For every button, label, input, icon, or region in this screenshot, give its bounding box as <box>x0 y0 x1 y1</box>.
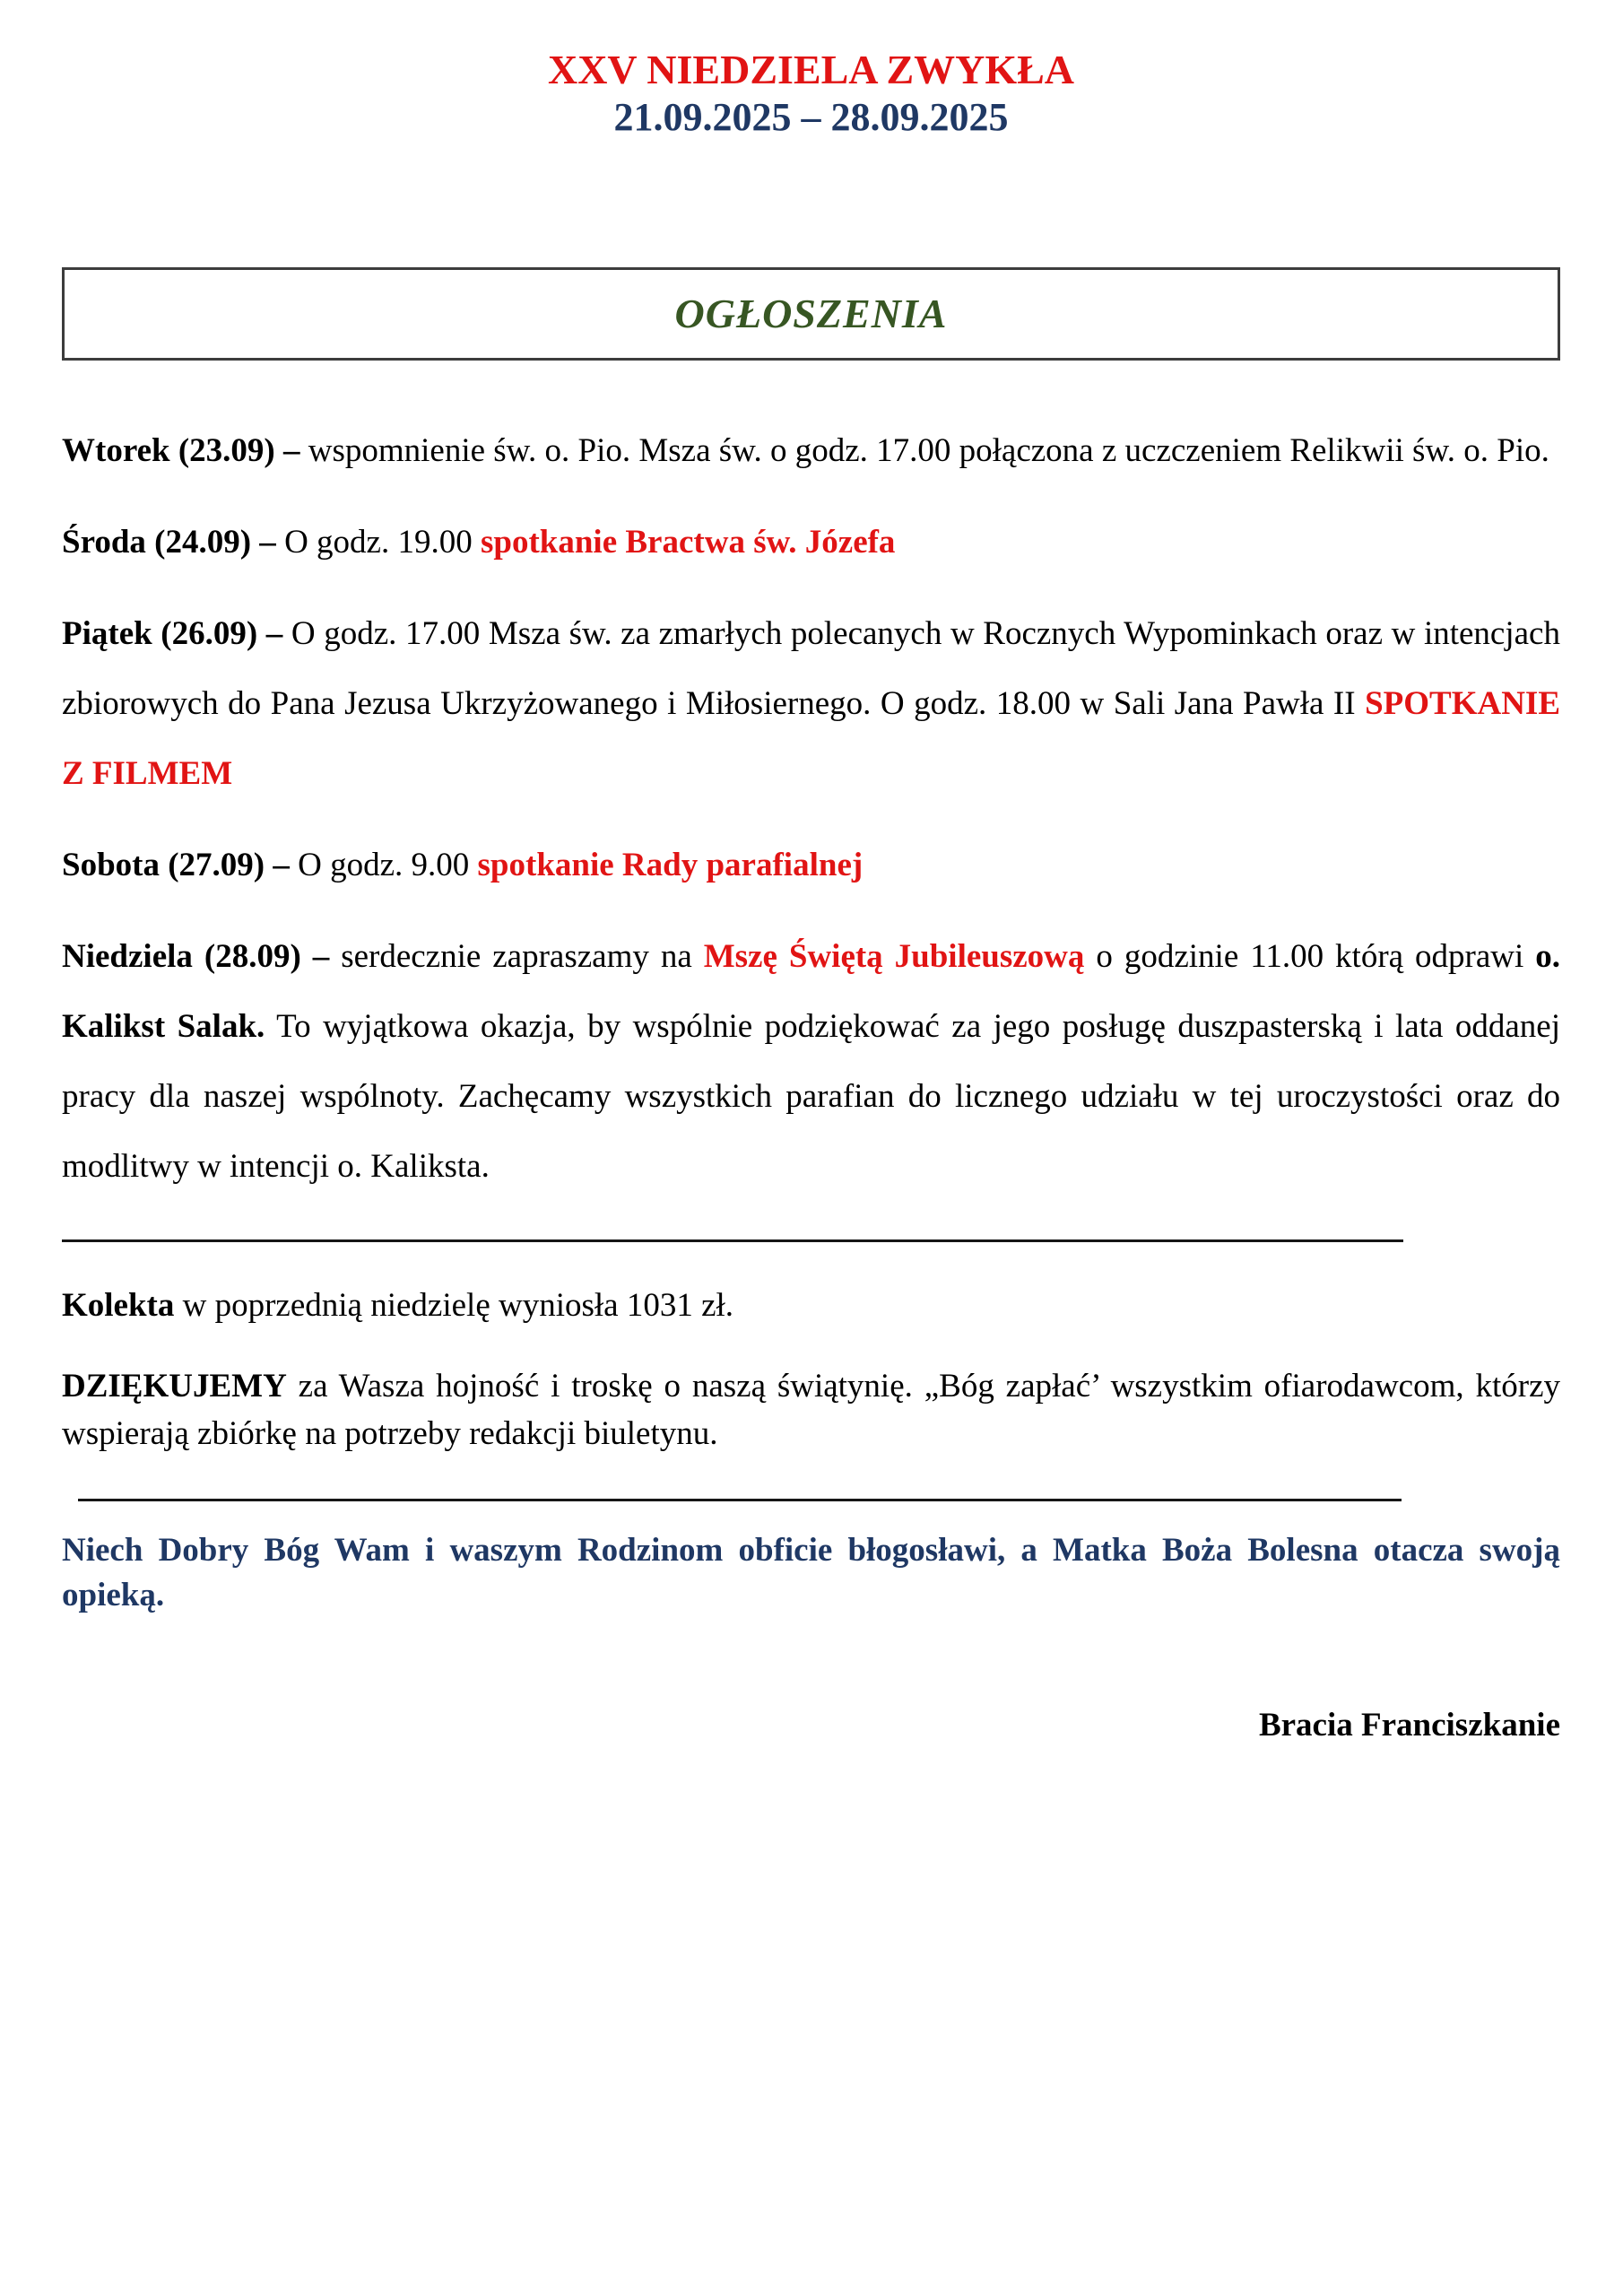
divider-bottom <box>78 1499 1402 1501</box>
date-range: 21.09.2025 – 28.09.2025 <box>613 94 1009 139</box>
announcements-box <box>62 267 1560 361</box>
paragraph-piatek: Piątek (26.09) – O godz. 17.00 Msza św. za zmarłych polecanych w Rocznych Wypominkach oraz w intencjach zbiorowych do Pana Jezusa Ukrzyżowanego i Miłosiernego. O godz. 18.00 w Sali Jana Pawła II SPOTKANIE Z FILMEM <box>62 614 1560 792</box>
paragraph-blessing: Niech Dobry Bóg Wam i waszym Rodzinom obficie błogosławi, a Matka Boża Bolesna otacza swoją opieką. <box>62 1531 1560 1613</box>
page-title: XXV NIEDZIELA ZWYKŁA <box>547 47 1075 92</box>
paragraph-sroda: Środa (24.09) – O godz. 19.00 spotkanie Bractwa św. Józefa <box>62 523 896 561</box>
paragraph-wtorek: Wtorek (23.09) – wspomnienie św. o. Pio. Msza św. o godz. 17.00 połączona z uczczeniem Relikwii św. o. Pio. <box>62 431 1549 469</box>
paragraph-sobota: Sobota (27.09) – O godz. 9.00 spotkanie Rady parafialnej <box>62 846 864 883</box>
announcements-heading: OGŁOSZENIA <box>674 291 948 337</box>
paragraph-niedziela: Niedziela (28.09) – serdecznie zapraszamy na Mszę Świętą Jubileuszową o godzinie 11.00 którą odprawi o. Kalikst Salak. To wyjątkowa okazja, by wspólnie podziękować za jego posługę duszpasterską i lata oddanej pracy dla naszej wspólnoty. Zachęcamy wszystkich parafian do licznego udziału w tej uroczystości oraz do modlitwy w intencji o. Kaliksta. <box>62 937 1560 1185</box>
paragraph-dziekujemy: DZIĘKUJEMY za Wasza hojność i troskę o naszą świątynię. „Bóg zapłać’ wszystkim ofiarodawcom, którzy wspierają zbiórkę na potrzeby redakcji biuletynu. <box>62 1367 1560 1452</box>
divider-top <box>62 1239 1403 1242</box>
announcements-content <box>62 416 1560 1744</box>
signature: Bracia Franciszkanie <box>1258 1706 1560 1744</box>
paragraph-kolekta: Kolekta w poprzednią niedzielę wyniosła 1031 zł. <box>62 1286 734 1324</box>
